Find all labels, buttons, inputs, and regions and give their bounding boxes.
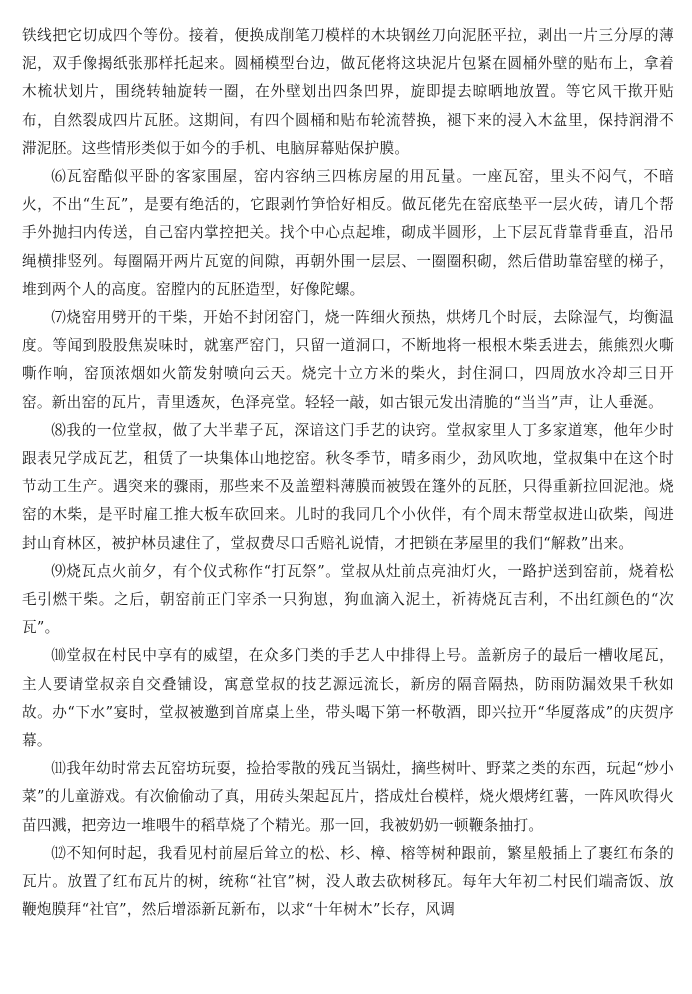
paragraph-7: ⑺烧窑用劈开的干柴，开始不封闭窑门，烧一阵细火预热，烘烤几个时辰，去除湿气，均衡温度。等闻到股股焦炭味时，就塞严窑门，只留一道洞口，不断地将一根根木柴丢进去，熊熊烈火嘶嘶作响，窑顶浓烟如火箭发射喷向云天。烧完十立方米的柴火，封住洞口，四周放水冷却三日开窑。新出窑的瓦片，青里透灰，色泽亮堂。轻轻一敲，如古银元发出清脆的“当当”声，让人垂涎。: [22, 309, 674, 411]
paragraph-9: ⑼烧瓦点火前夕，有个仪式称作“打瓦祭”。堂叔从灶前点亮油灯火，一路护送到窑前，烧着松毛引燃干柴。之后，朝窑前正门宰杀一只狗崽，狗血滴入泥土，祈祷烧瓦吉利，不出红颜色的“次瓦”。: [22, 562, 674, 637]
paragraph-6: ⑹瓦窑酷似平卧的客家围屋，窑内容纳三四栋房屋的用瓦量。一座瓦窑，里头不闷气，不暗火，不出“生瓦”，是要有绝活的，它跟剥竹笋恰好相反。做瓦佬先在窑底垫平一层火砖，请几个帮手外抛扫内传送，自己窑内掌控把关。找个中心点起堆，砌成半圆形，上下层瓦背靠背垂直，沿吊绳横排竖列。每圈隔开两片瓦宽的间隙，再朝外围一层层、一圈圈积砌，然后借助靠窑壁的梯子，堆到两个人的高度。窑膛内的瓦胚造型，好像陀螺。: [22, 168, 674, 298]
paragraph-11: ⑾我年幼时常去瓦窑坊玩耍，捡拾零散的残瓦当锅灶，摘些树叶、野菜之类的东西，玩起“炒小菜”的儿童游戏。有次偷偷动了真，用砖头架起瓦片，搭成灶台模样，烧火煨烤红薯，一阵风吹得火苗四溅，把旁边一堆喂牛的稻草烧了个精光。那一回，我被奶奶一顿鞭条抽打。: [22, 760, 674, 834]
paragraph-8: ⑻我的一位堂叔，做了大半辈子瓦，深谙这门手艺的诀窍。堂叔家里人丁多家道寒，他年少时跟表兄学成瓦艺，租赁了一块集体山地挖窑。秋冬季节，晴多雨少，劲风吹地，堂叔集中在这个时节动工生产。遇突来的骤雨，那些来不及盖塑料薄膜而被毁在篷外的瓦胚，只得重新拉回泥池。烧窑的木柴，是平时雇工推大板车砍回来。儿时的我同几个小伙伴，有个周末帮堂叔进山砍柴，闯进封山育林区，被护林员逮住了，堂叔费尽口舌赔礼说情，才把锁在茅屋里的我们“解救”出来。: [22, 421, 674, 552]
document-page: [22, 22, 674, 925]
paragraph-10: ⑽堂叔在村民中享有的威望，在众多门类的手艺人中排得上号。盖新房子的最后一槽收尾瓦，主人要请堂叔亲自交叠铺设，寓意堂叔的技艺源远流长，新房的隔音隔热，防雨防漏效果千秋如故。办“下水”宴时，堂叔被邀到首席桌上坐，带头喝下第一杯敬酒，即兴拉开“华厦落成”的庆贺序幕。: [22, 647, 674, 750]
paragraph-12: ⑿不知何时起，我看见村前屋后耸立的松、杉、樟、榕等树种跟前，繁星般插上了裹红布条的瓦片。放置了红布瓦片的树，统称“社官”树，没人敢去砍树移瓦。每年大年初二村民们端斋饭、放鞭炮膜拜“社官”，然后增添新瓦新布，以求“十年树木”长存，风调: [22, 844, 674, 919]
paragraph-continuation: 铁线把它切成四个等份。接着，便换成削笔刀模样的木块钢丝刀向泥胚平拉，剥出一片三分厚的薄泥，双手像揭纸张那样托起来。圆桶模型台边，做瓦佬将这块泥片包紧在圆桶外壁的贴布上，拿着木梳状划片，围绕转轴旋转一圈，在外壁划出四条凹界，旋即提去晾晒地放置。等它风干揿开贴布，自然裂成四片瓦胚。这期间，有四个圆桶和贴布轮流替换，褪下来的浸入木盆里，保持润滑不滞泥胚。这些情形类似于如今的手机、电脑屏幕贴保护膜。: [22, 27, 674, 157]
